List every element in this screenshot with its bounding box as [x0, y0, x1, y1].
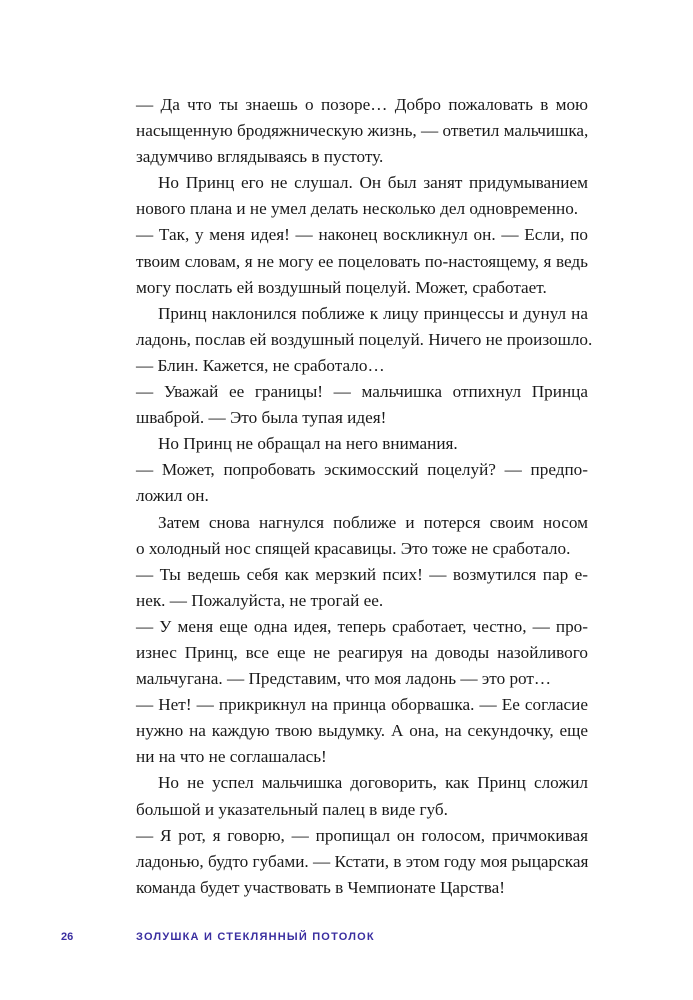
text-line: — Да что ты знаешь о позоре… Добро пожаловать в мою [136, 95, 588, 114]
text-line: задумчиво вглядываясь в пустоту. [136, 147, 384, 167]
text-line: ни на что не соглашалась! [136, 747, 327, 767]
text-line: нек. — Пожалуйста, не трогай ее. [136, 590, 384, 610]
text-line: шваброй. — Это была тупая идея! [136, 408, 387, 428]
text-line: — Может, попробовать эскимосский поцелуй? — предпо- [136, 460, 588, 480]
text-line: Затем снова нагнулся поближе и потерся своим носом [158, 512, 588, 532]
text-line: ладонь, послав ей воздушный поцелуй. Ничего не произошло. [136, 329, 593, 349]
text-line: ложил он. [136, 486, 209, 506]
text-line: нужно на каждую твою выдумку. А она, на секундочку, еще [136, 721, 588, 741]
text-line: — Так, у меня идея! — наконец воскликнул он. — Если, по [136, 225, 588, 245]
text-line: — У меня еще одна идея, теперь сработает, честно, — про- [136, 616, 588, 636]
text-line: изнес Принц, все еще не реагируя на доводы назойливого [136, 642, 588, 662]
text-line: Но Принц не обращал на него внимания. [158, 434, 458, 454]
text-line: Принц наклонился поближе к лицу принцессы и дунул на [158, 303, 588, 323]
body-text [136, 92, 593, 901]
text-line: твоим словам, я не могу ее поцеловать по-настоящему, я ведь [136, 251, 588, 271]
text-line: — Ты ведешь себя как мерзкий псих! — возмутился пар е- [136, 564, 588, 584]
text-line: мальчугана. — Представим, что моя ладонь — это рот… [136, 669, 552, 689]
text-line: — Я рот, я говорю, — пропищал он голосом, причмокивая [136, 825, 588, 845]
text-line: команда будет участвовать в Чемпионате Царства! [136, 877, 506, 897]
text-line: — Уважай ее границы! — мальчишка отпихнул Принца [136, 382, 588, 402]
text-line: — Нет! — прикрикнул на принца оборвашка. — Ее согласие [136, 695, 588, 715]
text-line: насыщенную бродяжническую жизнь, — ответил мальчишка, [136, 121, 589, 141]
text-line: о холодный нос спящей красавицы. Это тоже не сработало. [136, 538, 571, 558]
text-line: — Блин. Кажется, не сработало… [136, 355, 385, 375]
running-title: ЗОЛУШКА И СТЕКЛЯННЫЙ ПОТОЛОК [136, 931, 375, 943]
text-line: могу послать ей воздушный поцелуй. Может, сработает. [136, 277, 547, 297]
text-line: Но Принц его не слушал. Он был занят придумыванием [158, 173, 588, 193]
text-line: нового плана и не умел делать несколько дел одновременно. [136, 199, 579, 219]
text-line: Но не успел мальчишка договорить, как Принц сложил [158, 773, 588, 793]
text-line: большой и указательный палец в виде губ. [136, 799, 448, 819]
page-number: 26 [61, 931, 74, 943]
text-line: ладонью, будто губами. — Кстати, в этом году моя рыцарская [136, 851, 589, 871]
